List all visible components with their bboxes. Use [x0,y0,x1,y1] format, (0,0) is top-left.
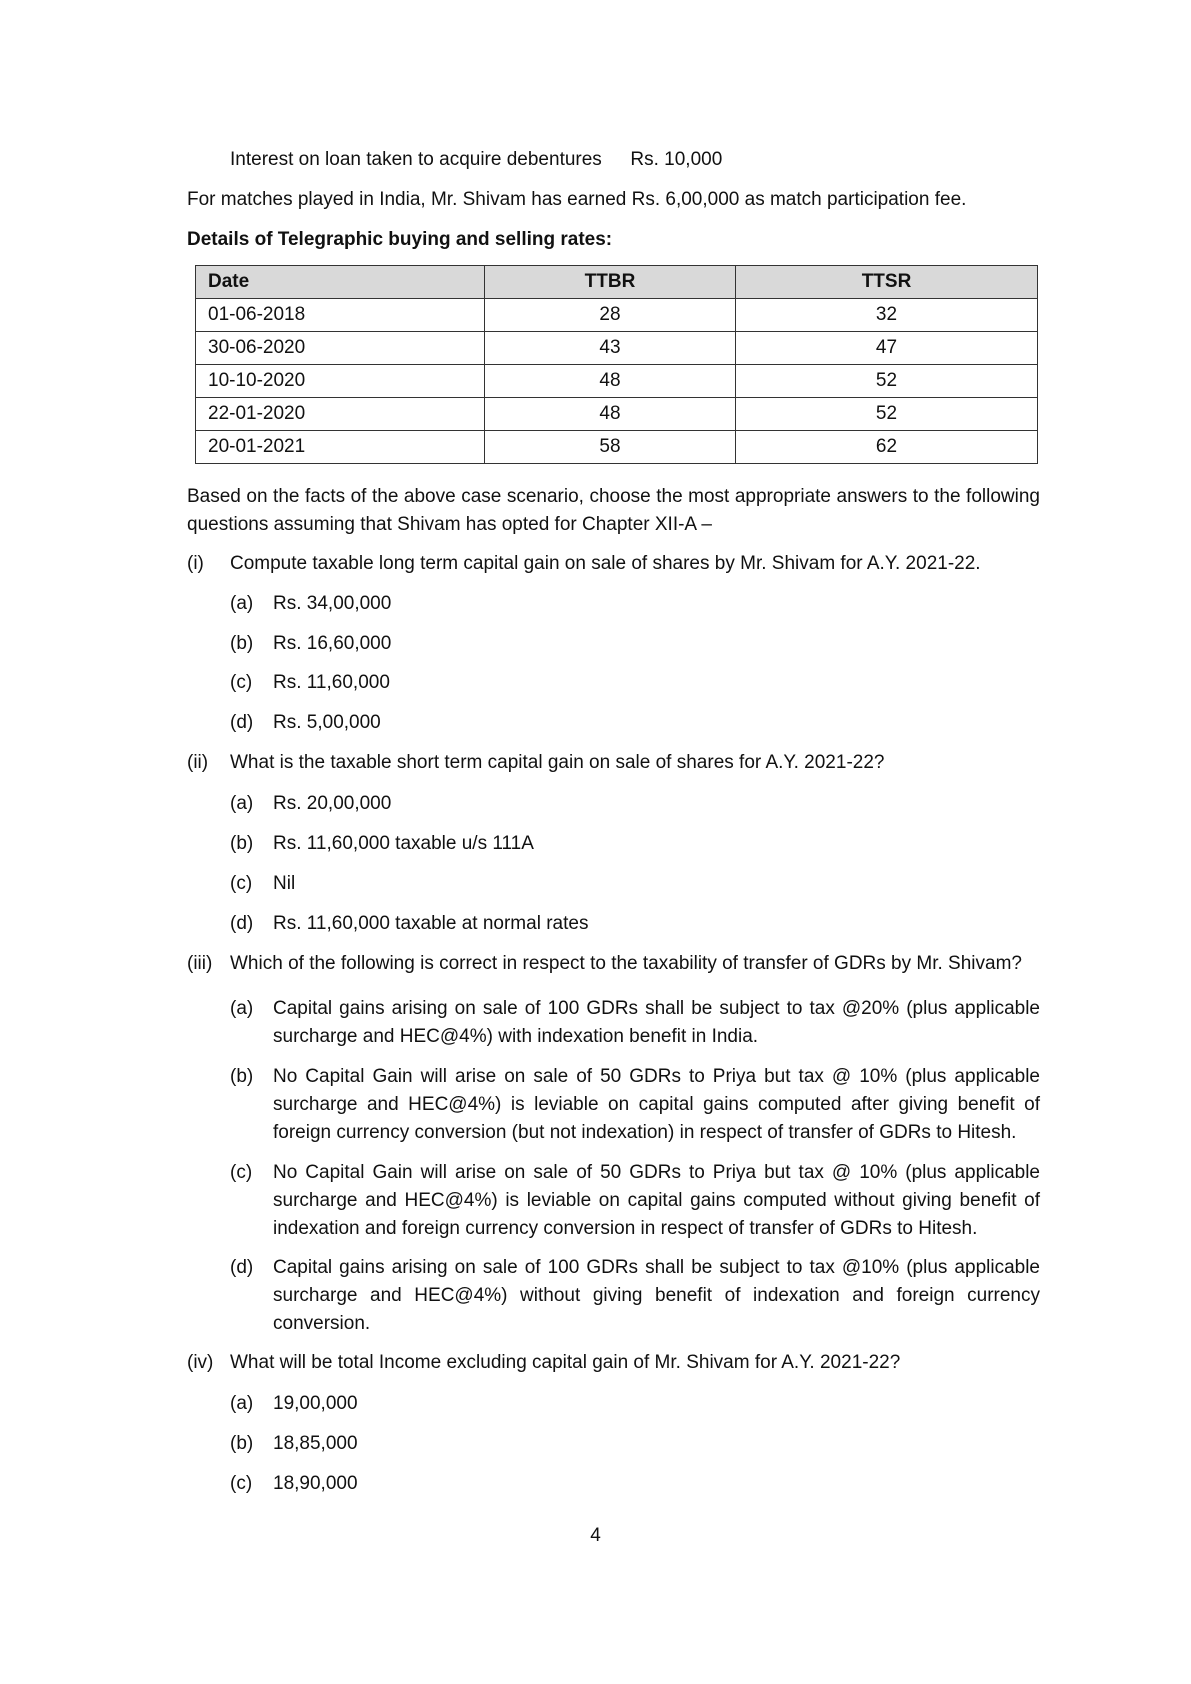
option-letter: (b) [230,1066,254,1087]
option-text: Rs. 11,60,000 taxable u/s 111A [273,833,534,854]
option-letter: (d) [230,712,254,733]
option-letter: (c) [230,873,253,894]
question-text: Which of the following is correct in respect to the taxability of transfer of GDRs by Mr. Shivam? [230,953,1022,974]
option-letter: (a) [230,1393,254,1414]
interest-value: Rs. 10,000 [630,149,723,170]
question-number: (iv) [187,1352,214,1373]
table-row [196,332,1038,365]
cell-ttbr: 28 [485,299,736,332]
option-letter: (d) [230,913,254,934]
table-row [196,299,1038,332]
option-text: Capital gains arising on sale of 100 GDRs shall be subject to tax @10% (plus applicable surcharge and HEC@4%) without giving benefit of indexation and foreign currency conversion. [273,1257,1040,1334]
table-row [196,398,1038,431]
cell-ttbr: 43 [485,332,736,365]
question-number: (iii) [187,953,213,974]
cell-ttsr: 47 [736,332,1038,365]
table-heading: Details of Telegraphic buying and selling rates: [187,229,613,250]
cell-ttsr: 52 [736,365,1038,398]
cell-date: 22-01-2020 [196,398,485,431]
option-letter: (c) [230,1473,253,1494]
page-number: 4 [590,1525,601,1546]
option-letter: (a) [230,793,254,814]
cell-date: 20-01-2021 [196,431,485,464]
rates-table [195,265,1038,464]
question-text: What will be total Income excluding capital gain of Mr. Shivam for A.Y. 2021-22? [230,1352,901,1373]
option-text: No Capital Gain will arise on sale of 50 GDRs to Priya but tax @ 10% (plus applicable surcharge and HEC@4%) is leviable on capital gains computed after giving benefit of foreign currency conversion (but not indexation) in respect of transfer of GDRs to Hitesh. [273,1066,1040,1143]
cell-ttbr: 58 [485,431,736,464]
question-number: (ii) [187,752,209,773]
option-letter: (c) [230,1162,253,1183]
cell-date: 30-06-2020 [196,332,485,365]
option-text: Rs. 34,00,000 [273,593,392,614]
option-letter: (a) [230,593,254,614]
cell-ttsr: 32 [736,299,1038,332]
option-text: Rs. 20,00,000 [273,793,392,814]
option-letter: (a) [230,998,254,1019]
option-text: Nil [273,873,296,894]
header-ttbr: TTBR [485,266,736,299]
question-number: (i) [187,553,204,574]
match-fee-line: For matches played in India, Mr. Shivam has earned Rs. 6,00,000 as match participation fee. [187,189,967,210]
interest-line [230,146,722,174]
option-text: Rs. 16,60,000 [273,633,392,654]
option-text: No Capital Gain will arise on sale of 50 GDRs to Priya but tax @ 10% (plus applicable surcharge and HEC@4%) is leviable on capital gains computed without giving benefit of indexation and foreign currency conversion in respect of transfer of GDRs to Hitesh. [273,1162,1040,1239]
table-header-row [196,266,1038,299]
cell-ttbr: 48 [485,398,736,431]
option-text: Rs. 5,00,000 [273,712,381,733]
option-text: Rs. 11,60,000 [273,672,390,693]
option-text: Rs. 11,60,000 taxable at normal rates [273,913,589,934]
header-date: Date [196,266,485,299]
option-letter: (b) [230,1433,254,1454]
option-letter: (b) [230,633,254,654]
instruction-paragraph: Based on the facts of the above case scenario, choose the most appropriate answers to the following questions assuming that Shivam has opted for Chapter XII-A – [187,486,1040,535]
cell-ttbr: 48 [485,365,736,398]
option-text: 18,90,000 [273,1473,358,1494]
header-ttsr: TTSR [736,266,1038,299]
question-text: What is the taxable short term capital gain on sale of shares for A.Y. 2021-22? [230,752,885,773]
option-letter: (c) [230,672,253,693]
interest-label: Interest on loan taken to acquire debentures [230,149,602,170]
option-letter: (d) [230,1257,254,1278]
cell-date: 10-10-2020 [196,365,485,398]
option-letter: (b) [230,833,254,854]
table-row [196,431,1038,464]
cell-ttsr: 52 [736,398,1038,431]
option-text: Capital gains arising on sale of 100 GDRs shall be subject to tax @20% (plus applicable surcharge and HEC@4%) with indexation benefit in India. [273,998,1040,1047]
option-text: 19,00,000 [273,1393,358,1414]
option-text: 18,85,000 [273,1433,358,1454]
cell-ttsr: 62 [736,431,1038,464]
table-row [196,365,1038,398]
cell-date: 01-06-2018 [196,299,485,332]
question-text: Compute taxable long term capital gain on sale of shares by Mr. Shivam for A.Y. 2021-22. [230,553,981,574]
